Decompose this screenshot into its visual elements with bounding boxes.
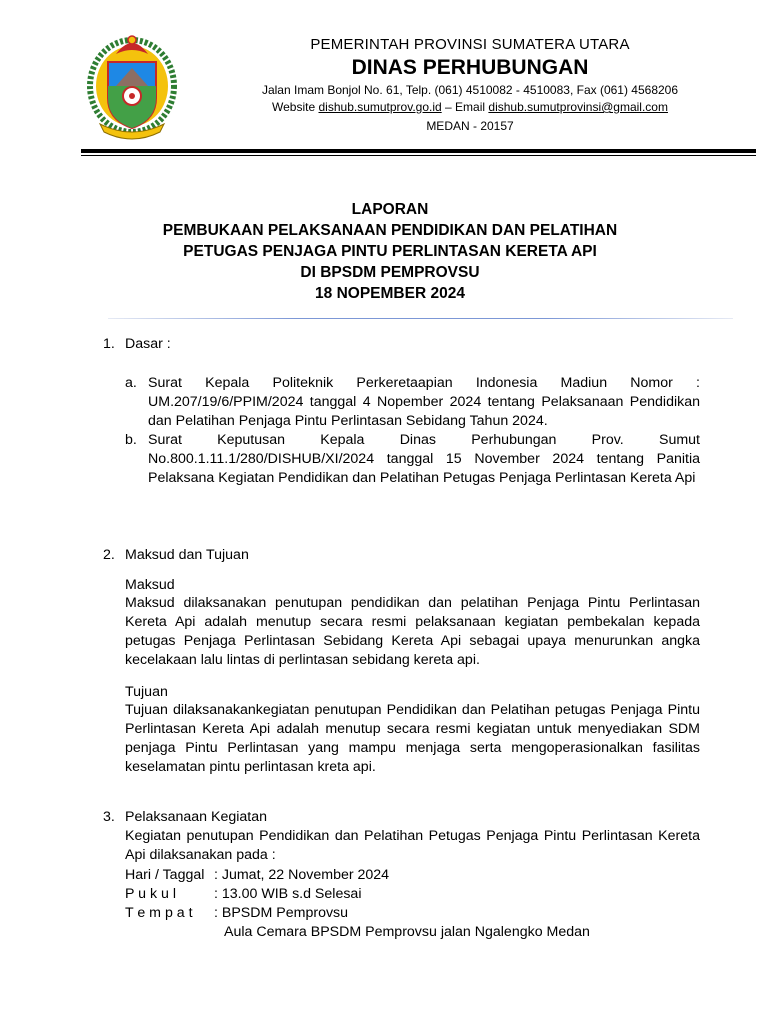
item-b-marker: b.: [125, 432, 137, 448]
section-3-heading: Pelaksanaan Kegiatan: [125, 809, 267, 825]
schedule-row-place-detail: Aula Cemara BPSDM Pemprovsu jalan Ngalengko Medan: [224, 924, 590, 940]
title-line-5: 18 NOPEMBER 2024: [315, 285, 465, 302]
item-a-text: Surat Kepala Politeknik Perkeretaapian Indonesia Madiun Nomor : UM.207/19/6/PPIM/2024 tanggal 4 Nopember 2024 tentang Pelaksanaan Pendidikan dan Pelatihan Penjaga Pintu Perlintasan Sebidang Tahun 2024.: [148, 375, 700, 429]
item-a-marker: a.: [125, 375, 137, 391]
report-title: [100, 199, 680, 304]
schedule-row-time-value: : 13.00 WIB s.d Selesai: [214, 886, 362, 902]
schedule-row-date-label: Hari / Taggal: [125, 867, 205, 883]
maksud-text: Maksud dilaksanakan penutupan pendidikan dan pelatihan Penjaga Pintu Perlintasan Kereta Api adalah menutup secara resmi pelaksanaan kegiatan pembekalan kepada petugas Penjaga Perlintasan Sebidang Kereta Api sebagai upaya menurunkan angka kecelakaan lalu lintas di perlintasan sebidang kereta api.: [125, 595, 700, 668]
letterhead-rule-thick: [81, 149, 756, 153]
government-name: PEMERINTAH PROVINSI SUMATERA UTARA: [310, 36, 630, 53]
tujuan-text: Tujuan dilaksanakankegiatan penutupan Pendidikan dan Pelatihan petugas Penjaga Pintu Perlintasan Kereta Api adalah menutup secara resmi kegiatan untuk menyediakan SDM penjaga Pintu Perlintasan yang mampu menjaga serta mengoperasionalkan fasilitas keselamatan pintu perlintasan kreta api.: [125, 702, 700, 775]
item-b-text: Surat Keputusan Kepala Dinas Perhubungan Prov. Sumut No.800.1.11.1/280/DISHUB/XI/2024 tanggal 15 November 2024 tentang Panitia Pelaksana Kegiatan Pendidikan dan Pelatihan Petugas Penjaga Perlintasan Kereta Api: [148, 432, 700, 486]
email-link[interactable]: dishub.sumutprovinsi@gmail.com: [488, 100, 668, 114]
maksud-label: Maksud: [125, 577, 175, 593]
schedule-row-date-value: : Jumat, 22 November 2024: [214, 867, 390, 883]
title-divider: [108, 318, 733, 319]
agency-name: DINAS PERHUBUNGAN: [351, 56, 589, 79]
email-label: – Email: [445, 100, 486, 114]
section-2-heading: Maksud dan Tujuan: [125, 547, 249, 563]
contact-line: [200, 99, 740, 116]
letterhead: [200, 36, 740, 135]
section-1-heading: Dasar :: [125, 336, 171, 352]
schedule-row-place-value: : BPSDM Pemprovsu: [214, 905, 349, 921]
section-3-number: 3.: [103, 809, 115, 825]
section-1-number: 1.: [103, 336, 115, 352]
schedule-row-time-label: P u k u l: [125, 886, 176, 902]
section-3-intro: Kegiatan penutupan Pendidikan dan Pelatihan Petugas Penjaga Pintu Perlintasan Kereta Api dilaksanakan pada :: [125, 828, 700, 863]
city-line: MEDAN - 20157: [426, 119, 514, 133]
tujuan-label: Tujuan: [125, 684, 168, 700]
address-line: Jalan Imam Bonjol No. 61, Telp. (061) 4510082 - 4510083, Fax (061) 4568206: [261, 83, 679, 97]
province-emblem-icon: [86, 28, 178, 140]
website-label: Website: [272, 100, 316, 114]
letterhead-rule-thin: [81, 155, 756, 156]
title-line-1: LAPORAN: [351, 201, 429, 218]
section-2-number: 2.: [103, 547, 115, 563]
title-line-2: PEMBUKAAN PELAKSANAAN PENDIDIKAN DAN PELATIHAN: [162, 222, 618, 239]
title-line-4: DI BPSDM PEMPROVSU: [300, 264, 480, 281]
schedule-row-place-label: T e m p a t: [125, 905, 193, 921]
title-line-3: PETUGAS PENJAGA PINTU PERLINTASAN KERETA API: [183, 243, 597, 260]
website-link[interactable]: dishub.sumutprov.go.id: [318, 100, 442, 114]
